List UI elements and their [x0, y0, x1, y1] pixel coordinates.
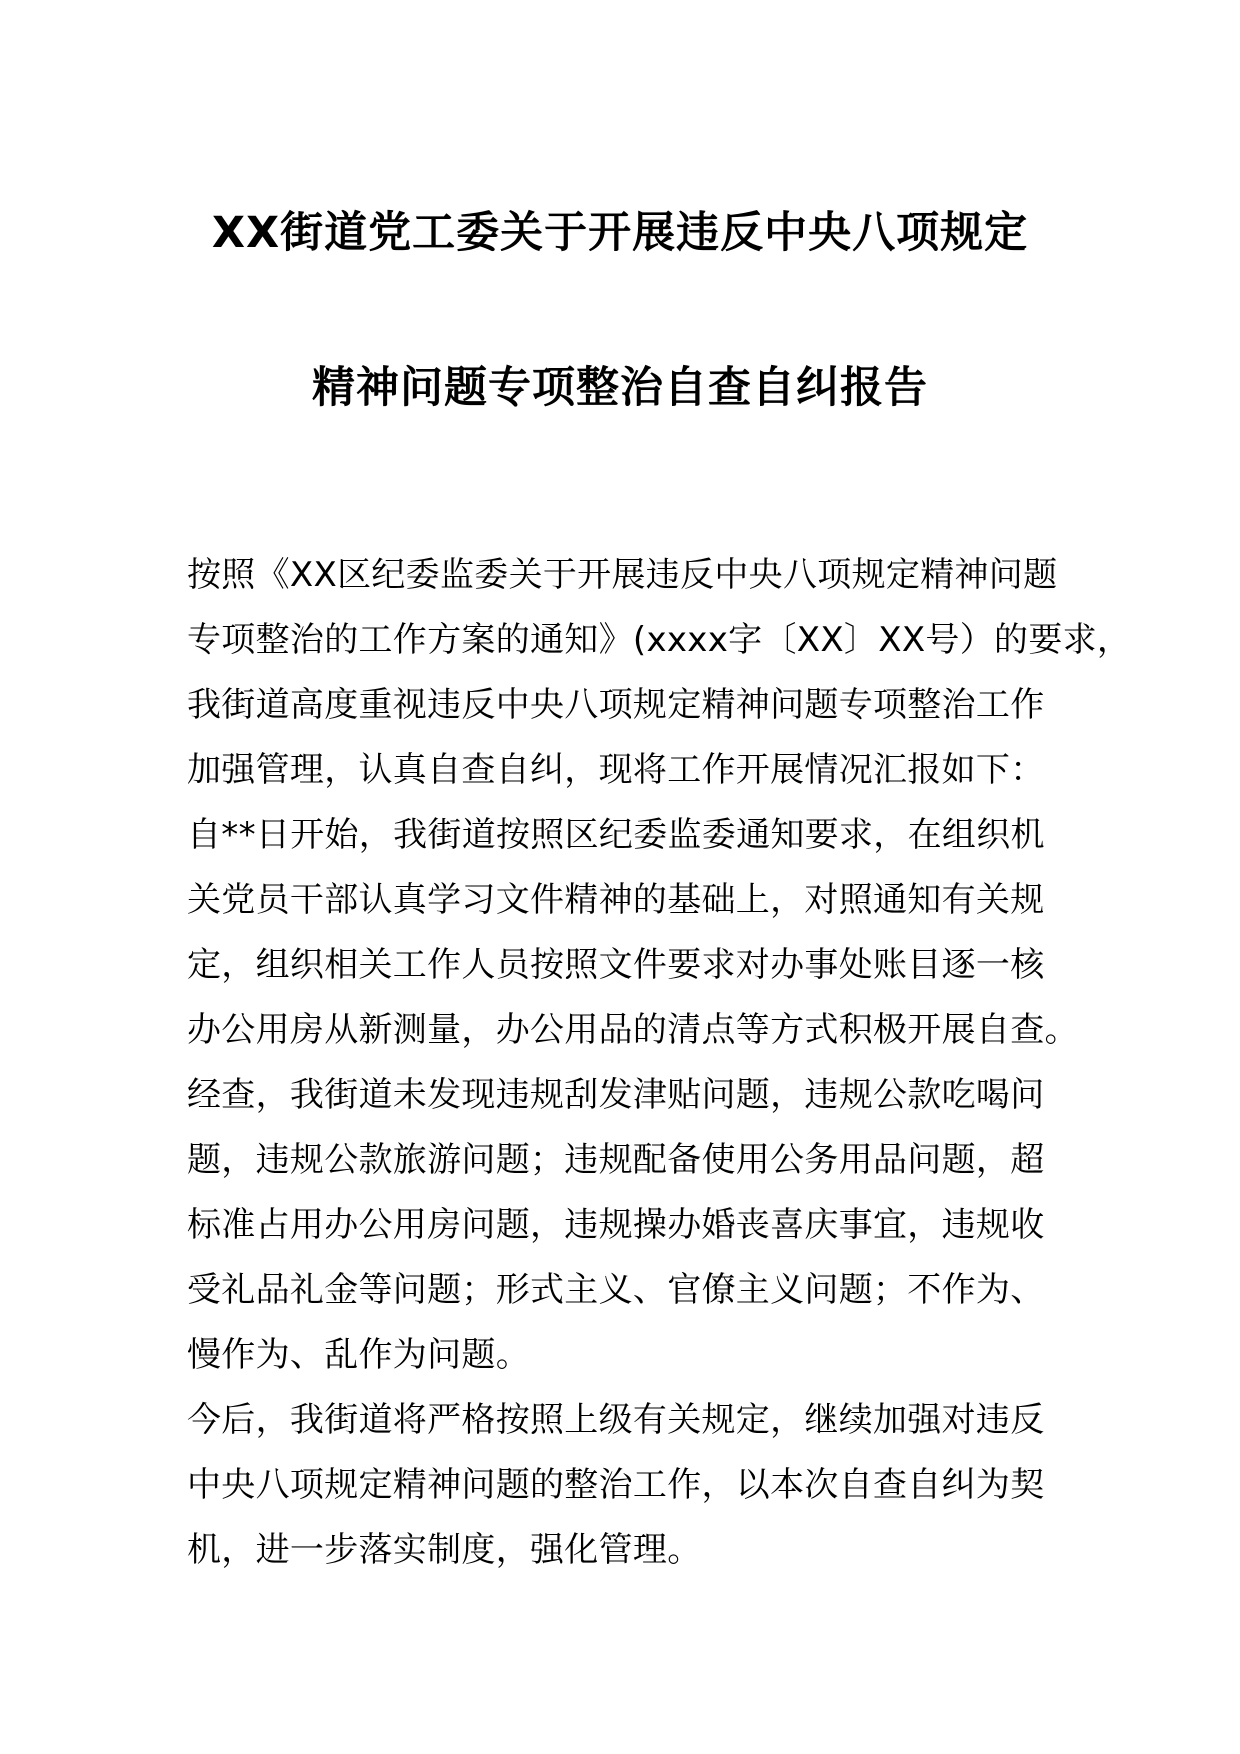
body-line: 受礼品礼金等问题；形式主义、官僚主义问题；不作为、	[187, 1270, 1045, 1310]
body-line: 经查，我街道未发现违规刮发津贴问题，违规公款吃喝问	[187, 1075, 1045, 1115]
body-line: 加强管理，认真自查自纠，现将工作开展情况汇报如下：	[187, 750, 1045, 790]
body-line: 定，组织相关工作人员按照文件要求对办事处账目逐一核	[187, 945, 1045, 985]
body-line: 我街道高度重视违反中央八项规定精神问题专项整治工作	[187, 685, 1045, 725]
body-line: 自**日开始，我街道按照区纪委监委通知要求，在组织机	[187, 815, 1045, 855]
body-line: 机，进一步落实制度，强化管理。	[187, 1530, 702, 1570]
body-line: 标准占用办公用房问题，违规操办婚丧喜庆事宜，违规收	[187, 1205, 1045, 1245]
report-title-line-1: XX街道党工委关于开展违反中央八项规定	[211, 208, 1029, 258]
body-line: 专项整治的工作方案的通知》(xxxx字〔XX〕XX号）的要求，	[187, 620, 1132, 660]
report-body	[187, 543, 1132, 1583]
body-line: 关党员干部认真学习文件精神的基础上，对照通知有关规	[187, 880, 1045, 920]
report-title-line-2: 精神问题专项整治自查自纠报告	[312, 363, 928, 413]
body-line: 中央八项规定精神问题的整治工作，以本次自查自纠为契	[187, 1465, 1045, 1505]
body-line: 慢作为、乱作为问题。	[187, 1335, 530, 1375]
body-line: 今后，我街道将严格按照上级有关规定，继续加强对违反	[187, 1400, 1045, 1440]
body-line: 办公用房从新测量，办公用品的清点等方式积极开展自查。	[187, 1010, 1079, 1050]
body-line: 题，违规公款旅游问题；违规配备使用公务用品问题，超	[187, 1140, 1045, 1180]
body-line: 按照《XX区纪委监委关于开展违反中央八项规定精神问题	[187, 555, 1058, 595]
